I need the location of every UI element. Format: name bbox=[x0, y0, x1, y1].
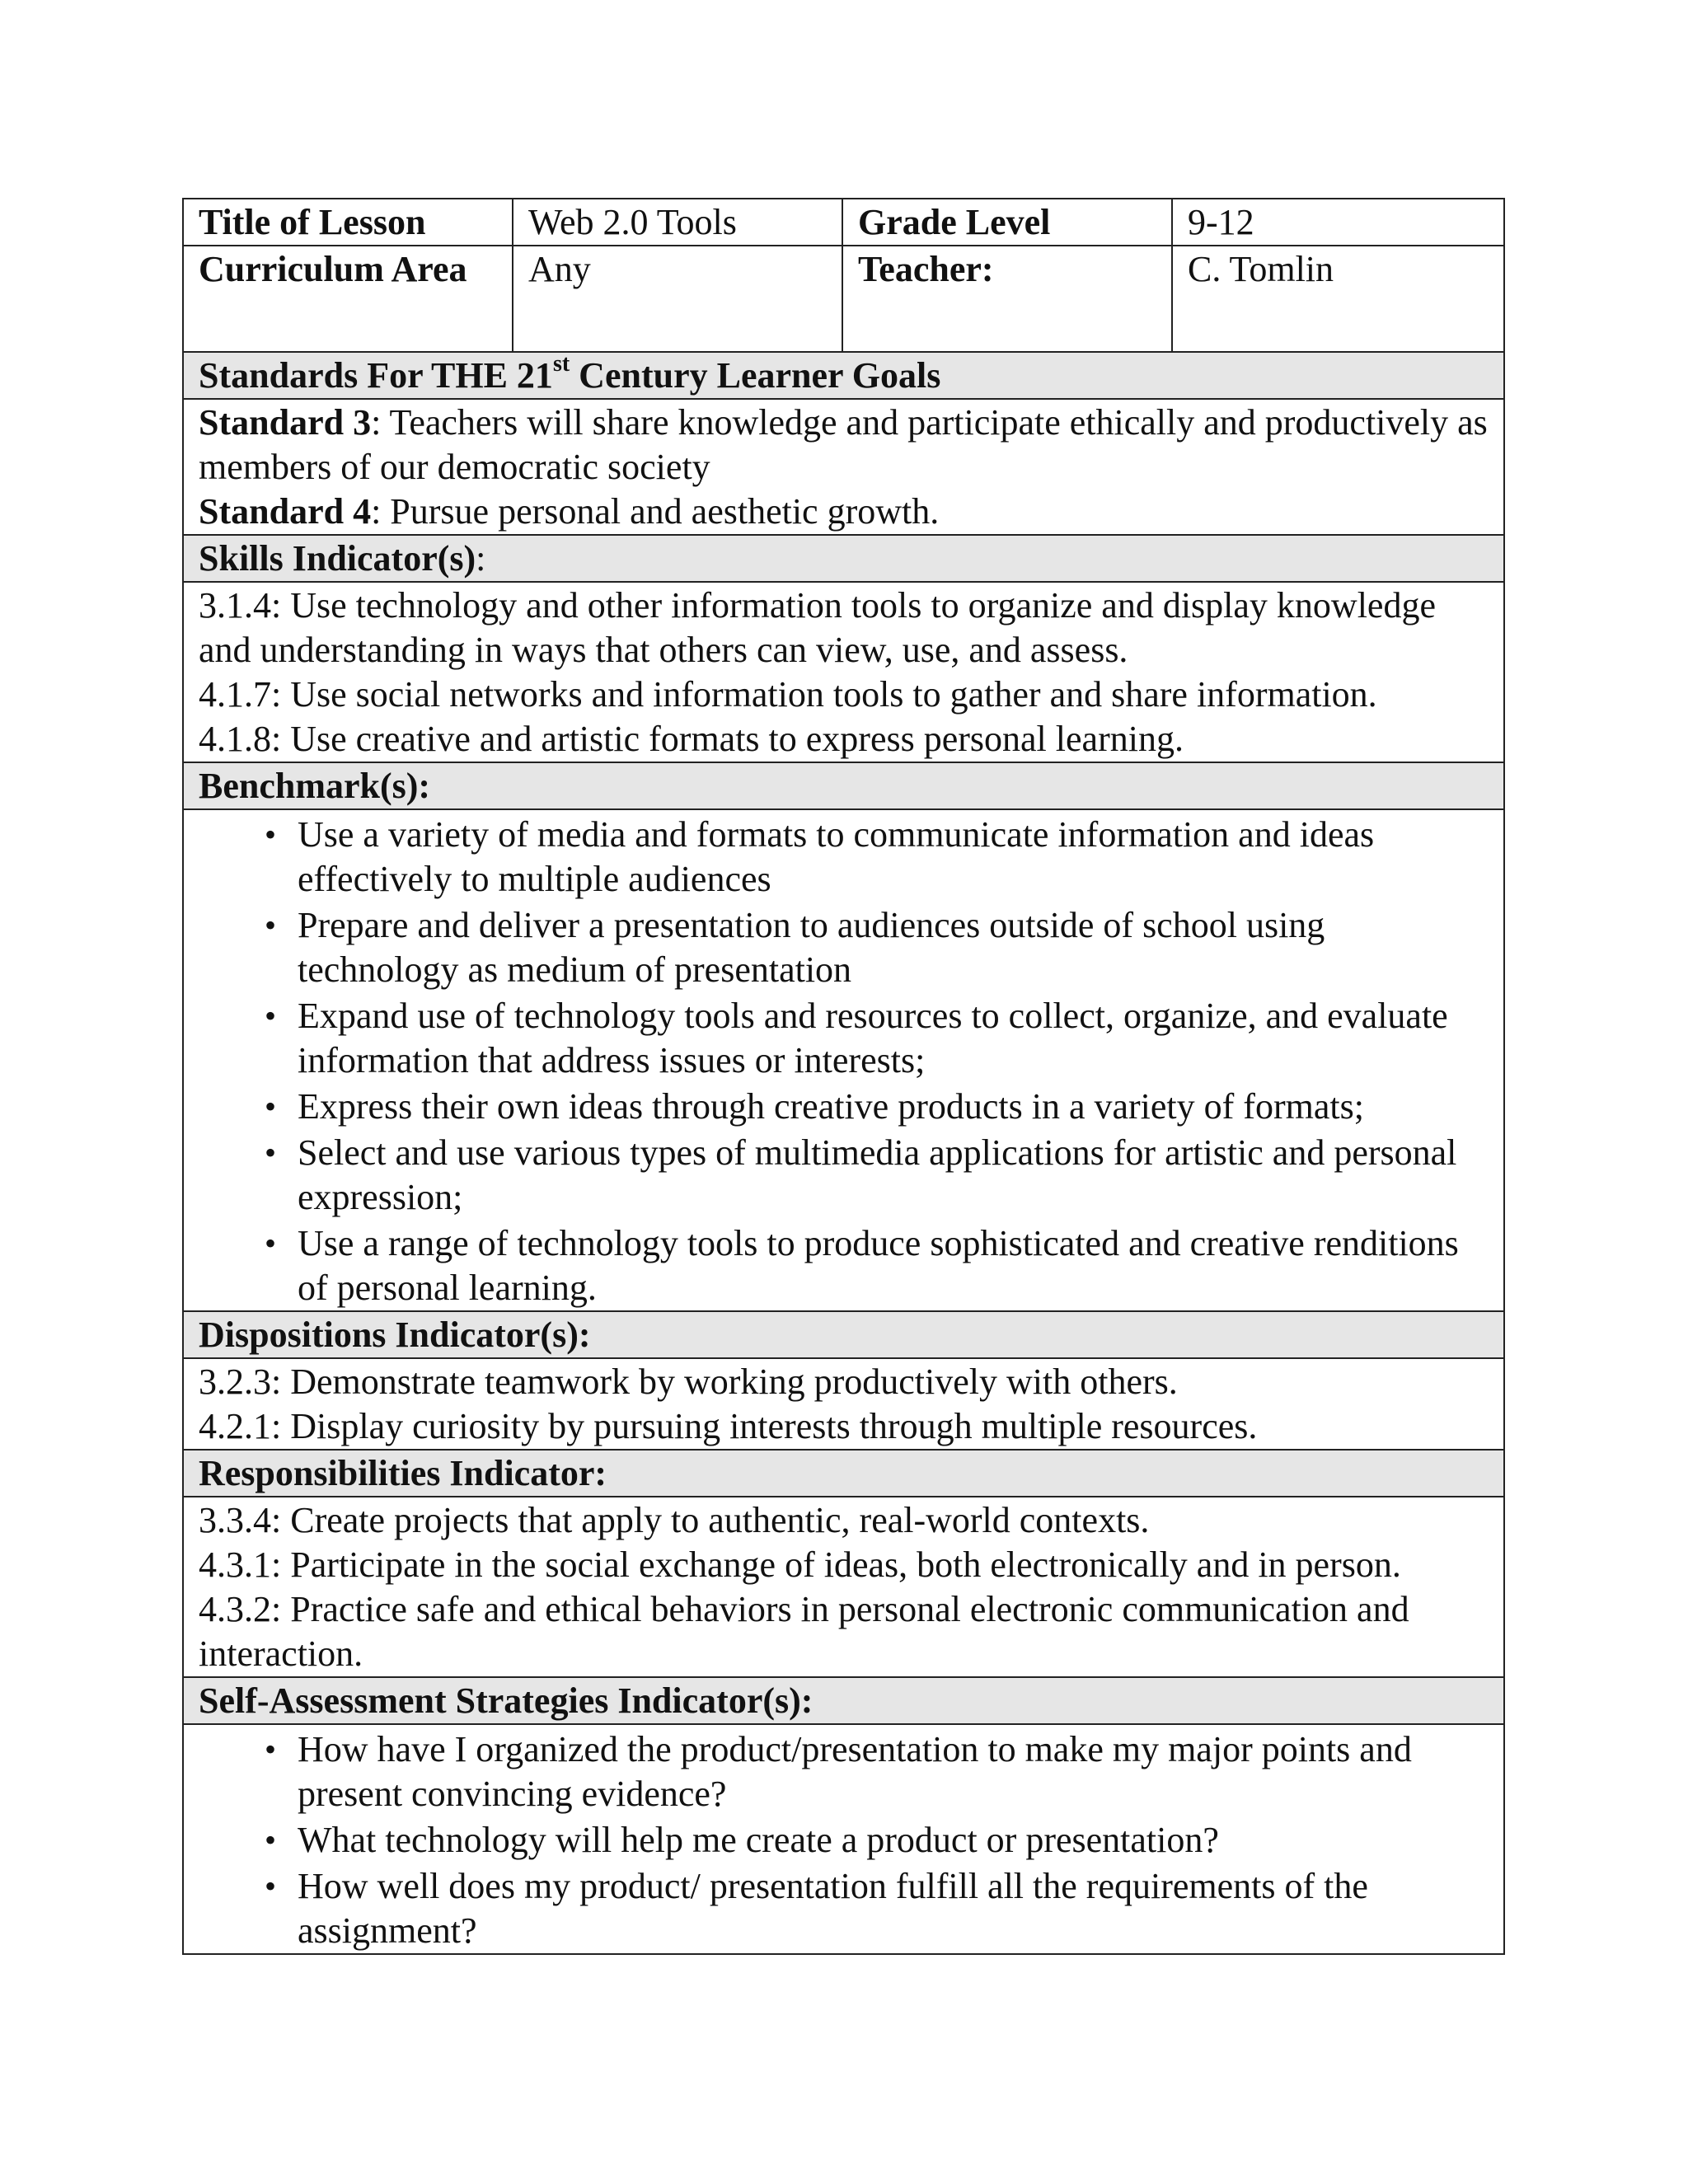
skills-body-row bbox=[183, 582, 1504, 762]
benchmarks-body bbox=[183, 809, 1504, 1311]
benchmark-item bbox=[199, 994, 1492, 1083]
title-value: Web 2.0 Tools bbox=[513, 199, 842, 246]
teacher-value: C. Tomlin bbox=[1172, 246, 1504, 352]
skill-item: 4.1.7: Use social networks and information tools to gather and share information. bbox=[199, 674, 1377, 715]
dispositions-heading: Dispositions Indicator(s): bbox=[183, 1311, 1504, 1358]
standard-text: : Teachers will share knowledge and participate ethically and productively as members of our democratic society bbox=[199, 402, 1488, 487]
responsibilities-body-row bbox=[183, 1497, 1504, 1677]
standard-item bbox=[199, 401, 1492, 490]
benchmark-item bbox=[199, 813, 1492, 902]
teacher-label: Teacher: bbox=[842, 246, 1172, 352]
disposition-item: 3.2.3: Demonstrate teamwork by working productively with others. bbox=[199, 1361, 1178, 1402]
benchmark-text: Use a variety of media and formats to communicate information and ideas effectively to multiple audiences bbox=[298, 814, 1375, 899]
curriculum-value: Any bbox=[513, 246, 842, 352]
skills-heading-colon: : bbox=[476, 538, 486, 579]
grade-value: 9-12 bbox=[1172, 199, 1504, 246]
standards-heading-row bbox=[183, 352, 1504, 399]
dispositions-body-row bbox=[183, 1358, 1504, 1450]
standards-heading bbox=[183, 352, 1504, 399]
benchmark-item bbox=[199, 1131, 1492, 1220]
standards-heading-post: Century Learner Goals bbox=[570, 355, 941, 396]
responsibilities-body bbox=[183, 1497, 1504, 1677]
benchmark-text: Use a range of technology tools to produce sophisticated and creative renditions of personal learning. bbox=[298, 1223, 1459, 1308]
responsibility-item: 4.3.2: Practice safe and ethical behaviors in personal electronic communication and interaction. bbox=[199, 1589, 1409, 1674]
bullet-icon: • bbox=[265, 1225, 277, 1262]
bullet-icon: • bbox=[265, 907, 277, 944]
self-assessment-heading: Self-Assessment Strategies Indicator(s): bbox=[183, 1677, 1504, 1724]
header-row-curriculum bbox=[183, 246, 1504, 352]
skills-heading bbox=[183, 535, 1504, 582]
benchmarks-list bbox=[199, 813, 1492, 1310]
standards-body bbox=[183, 399, 1504, 535]
self-assessment-text: How have I organized the product/presentation to make my major points and present convincing evidence? bbox=[298, 1729, 1412, 1814]
benchmarks-heading: Benchmark(s): bbox=[183, 762, 1504, 809]
self-assessment-item bbox=[199, 1864, 1492, 1953]
skills-heading-row bbox=[183, 535, 1504, 582]
skill-item: 3.1.4: Use technology and other information tools to organize and display knowledge and understanding in ways that others can view, use, and assess. bbox=[199, 585, 1436, 670]
benchmark-text: Express their own ideas through creative products in a variety of formats; bbox=[298, 1086, 1364, 1127]
responsibility-item: 4.3.1: Participate in the social exchange of ideas, both electronically and in person. bbox=[199, 1544, 1401, 1585]
standard-item bbox=[199, 490, 1492, 534]
standard-label: Standard 4 bbox=[199, 491, 372, 532]
responsibilities-heading: Responsibilities Indicator: bbox=[183, 1450, 1504, 1497]
standards-heading-pre: Standards For THE 21 bbox=[199, 355, 553, 396]
bullet-icon: • bbox=[265, 1868, 277, 1905]
benchmarks-body-row bbox=[183, 809, 1504, 1311]
bullet-icon: • bbox=[265, 816, 277, 853]
self-assessment-body-row bbox=[183, 1724, 1504, 1954]
benchmark-item bbox=[199, 1085, 1492, 1129]
benchmark-text: Expand use of technology tools and resources to collect, organize, and evaluate information that address issues or interests; bbox=[298, 996, 1448, 1080]
lesson-plan-table bbox=[182, 198, 1505, 1955]
standard-label: Standard 3 bbox=[199, 402, 372, 443]
bullet-icon: • bbox=[265, 997, 277, 1034]
header-row-title bbox=[183, 199, 1504, 246]
grade-label: Grade Level bbox=[842, 199, 1172, 246]
self-assessment-text: How well does my product/ presentation fulfill all the requirements of the assignment? bbox=[298, 1866, 1368, 1951]
self-assessment-text: What technology will help me create a product or presentation? bbox=[298, 1820, 1219, 1860]
benchmarks-heading-row bbox=[183, 762, 1504, 809]
benchmark-text: Select and use various types of multimedia applications for artistic and personal expression; bbox=[298, 1132, 1457, 1217]
lesson-plan-page bbox=[182, 198, 1503, 1955]
dispositions-body bbox=[183, 1358, 1504, 1450]
self-assessment-item bbox=[199, 1727, 1492, 1816]
standard-text: : Pursue personal and aesthetic growth. bbox=[371, 491, 940, 532]
bullet-icon: • bbox=[265, 1731, 277, 1768]
self-assessment-list bbox=[199, 1727, 1492, 1953]
skills-heading-text: Skills Indicator(s) bbox=[199, 538, 476, 579]
curriculum-label: Curriculum Area bbox=[183, 246, 513, 352]
standards-heading-sup: st bbox=[552, 351, 570, 377]
skill-item: 4.1.8: Use creative and artistic formats to express personal learning. bbox=[199, 719, 1184, 759]
title-label: Title of Lesson bbox=[183, 199, 513, 246]
dispositions-heading-row bbox=[183, 1311, 1504, 1358]
self-assessment-heading-row bbox=[183, 1677, 1504, 1724]
self-assessment-body bbox=[183, 1724, 1504, 1954]
benchmark-item bbox=[199, 903, 1492, 992]
bullet-icon: • bbox=[265, 1088, 277, 1125]
responsibilities-heading-row bbox=[183, 1450, 1504, 1497]
disposition-item: 4.2.1: Display curiosity by pursuing interests through multiple resources. bbox=[199, 1406, 1258, 1446]
benchmark-item bbox=[199, 1221, 1492, 1310]
self-assessment-item bbox=[199, 1818, 1492, 1863]
benchmark-text: Prepare and deliver a presentation to audiences outside of school using technology as medium of presentation bbox=[298, 905, 1325, 990]
skills-body bbox=[183, 582, 1504, 762]
bullet-icon: • bbox=[265, 1821, 277, 1858]
responsibility-item: 3.3.4: Create projects that apply to authentic, real-world contexts. bbox=[199, 1500, 1150, 1540]
bullet-icon: • bbox=[265, 1134, 277, 1171]
standards-body-row bbox=[183, 399, 1504, 535]
